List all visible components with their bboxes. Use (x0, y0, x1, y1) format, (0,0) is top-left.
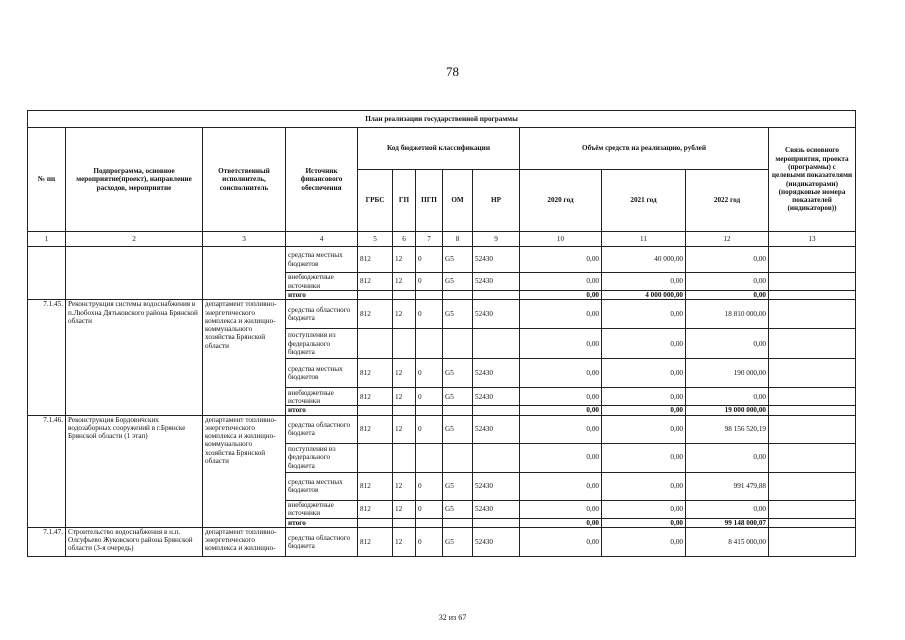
row-om: G5 (443, 273, 473, 291)
row-om (443, 291, 473, 300)
row-grbs: 812 (358, 527, 393, 556)
row-value-2021: 0,00 (602, 415, 686, 443)
row-pgp: 0 (416, 247, 443, 273)
row-link (769, 500, 856, 518)
row-link (769, 518, 856, 527)
column-number: 9 (473, 232, 520, 247)
row-value-2020: 0,00 (520, 359, 602, 388)
row-gp: 12 (393, 247, 416, 273)
row-grbs (358, 406, 393, 415)
row-pgp (416, 291, 443, 300)
row-value-2020: 0,00 (520, 247, 602, 273)
row-pgp: 0 (416, 500, 443, 518)
row-link (769, 406, 856, 415)
row-grbs (358, 291, 393, 300)
row-grbs (358, 443, 393, 472)
row-link (769, 247, 856, 273)
column-number: 5 (358, 232, 393, 247)
row-value-2020: 0,00 (520, 527, 602, 556)
row-value-2021: 40 000,00 (602, 247, 686, 273)
row-gp: 12 (393, 500, 416, 518)
row-value-2022: 98 156 520,19 (686, 415, 769, 443)
row-link (769, 359, 856, 388)
row-value-2020: 0,00 (520, 500, 602, 518)
row-om: G5 (443, 388, 473, 406)
row-grbs: 812 (358, 388, 393, 406)
row-executor (203, 247, 286, 300)
row-source: внебюджетные источники (286, 388, 358, 406)
row-num: 7.1.45. (28, 300, 66, 415)
row-value-2022: 8 415 000,00 (686, 527, 769, 556)
row-value-2021: 0,00 (602, 300, 686, 329)
row-executor: департамент топливно-энергетического комплекса и жилищно-коммунального хозяйства Брянской области (203, 300, 286, 415)
header-2021: 2021 год (602, 170, 686, 232)
row-value-2022: 0,00 (686, 291, 769, 300)
row-value-2020: 0,00 (520, 273, 602, 291)
row-source: средства областного бюджета (286, 415, 358, 443)
row-om (443, 329, 473, 359)
row-value-2022: 18 810 000,00 (686, 300, 769, 329)
row-value-2021: 4 000 000,00 (602, 291, 686, 300)
row-nr (473, 291, 520, 300)
row-value-2022: 19 000 000,00 (686, 406, 769, 415)
column-number: 11 (602, 232, 686, 247)
table-caption: План реализации государственной программы (28, 111, 856, 128)
program-plan-table (27, 110, 856, 557)
row-name: Реконструкция системы водоснабжения в п.Любохна Дятьковского района Брянской области (66, 300, 203, 415)
row-pgp: 0 (416, 415, 443, 443)
row-value-2022: 991 479,88 (686, 472, 769, 500)
row-gp (393, 291, 416, 300)
row-grbs: 812 (358, 300, 393, 329)
column-number: 3 (203, 232, 286, 247)
row-link (769, 291, 856, 300)
row-value-2020: 0,00 (520, 415, 602, 443)
row-om (443, 406, 473, 415)
row-source: итого (286, 291, 358, 300)
column-number: 2 (66, 232, 203, 247)
row-gp (393, 329, 416, 359)
row-source: итого (286, 406, 358, 415)
column-number: 12 (686, 232, 769, 247)
row-om: G5 (443, 359, 473, 388)
row-grbs: 812 (358, 273, 393, 291)
row-om (443, 518, 473, 527)
header-link: Связь основного мероприятия, проекта (программы) с целевыми показателями (индикаторами) (порядковые номера показателей (индикаторов)) (769, 128, 856, 232)
row-pgp (416, 406, 443, 415)
row-om (443, 443, 473, 472)
row-source: внебюджетные источники (286, 273, 358, 291)
row-value-2022: 190 000,00 (686, 359, 769, 388)
table-row (28, 247, 856, 273)
row-value-2021: 0,00 (602, 472, 686, 500)
row-om: G5 (443, 300, 473, 329)
row-source: средства местных бюджетов (286, 472, 358, 500)
column-number: 8 (443, 232, 473, 247)
row-value-2021: 0,00 (602, 359, 686, 388)
row-gp: 12 (393, 388, 416, 406)
table-row (28, 300, 856, 329)
page-number: 78 (446, 64, 459, 79)
row-source: итого (286, 518, 358, 527)
row-pgp (416, 329, 443, 359)
row-gp: 12 (393, 359, 416, 388)
row-value-2020: 0,00 (520, 518, 602, 527)
header-om: ОМ (443, 170, 473, 232)
row-nr: 52430 (473, 472, 520, 500)
row-source: средства областного бюджета (286, 527, 358, 556)
row-pgp (416, 443, 443, 472)
row-value-2020: 0,00 (520, 291, 602, 300)
header-budget-code: Код бюджетной классификации (358, 128, 520, 170)
row-link (769, 443, 856, 472)
row-nr (473, 518, 520, 527)
row-pgp: 0 (416, 300, 443, 329)
row-executor: департамент топливно-энергетического комплекса и жилищно-коммунального хозяйства Брянской области (203, 415, 286, 527)
row-gp: 12 (393, 415, 416, 443)
row-name: Реконструкция Бордовичских водозаборных сооружений в г.Брянске Брянской области (1 этап) (66, 415, 203, 527)
row-grbs (358, 329, 393, 359)
row-executor: департамент топливно-энергетического комплекса и жилищно- (203, 527, 286, 556)
row-pgp: 0 (416, 359, 443, 388)
row-name (66, 247, 203, 300)
row-value-2022: 0,00 (686, 273, 769, 291)
row-nr: 52430 (473, 359, 520, 388)
header-executor: Ответственный исполнитель, соисполнитель (203, 128, 286, 232)
row-gp: 12 (393, 300, 416, 329)
row-grbs: 812 (358, 415, 393, 443)
row-value-2022: 0,00 (686, 443, 769, 472)
row-value-2021: 0,00 (602, 518, 686, 527)
row-source: средства местных бюджетов (286, 247, 358, 273)
row-pgp: 0 (416, 273, 443, 291)
column-number: 10 (520, 232, 602, 247)
header-grbs: ГРБС (358, 170, 393, 232)
column-number: 13 (769, 232, 856, 247)
row-source: поступления из федерального бюджета (286, 329, 358, 359)
column-number: 4 (286, 232, 358, 247)
row-om: G5 (443, 415, 473, 443)
row-num (28, 247, 66, 300)
row-nr: 52430 (473, 300, 520, 329)
header-2020: 2020 год (520, 170, 602, 232)
row-value-2020: 0,00 (520, 472, 602, 500)
row-value-2021: 0,00 (602, 500, 686, 518)
table-row (28, 527, 856, 556)
header-source: Источник финансового обеспечения (286, 128, 358, 232)
header-volume: Объём средств на реализацию, рублей (520, 128, 769, 170)
row-gp: 12 (393, 527, 416, 556)
row-nr (473, 329, 520, 359)
row-nr: 52430 (473, 415, 520, 443)
header-pgp: ПГП (416, 170, 443, 232)
row-link (769, 388, 856, 406)
row-name: Строительство водоснабжения в н.п. Олсуфьево Жуковского района Брянской области (3-я очередь) (66, 527, 203, 556)
row-om: G5 (443, 472, 473, 500)
header-2022: 2022 год (686, 170, 769, 232)
row-value-2020: 0,00 (520, 300, 602, 329)
column-number: 1 (28, 232, 66, 247)
row-link (769, 273, 856, 291)
row-value-2022: 0,00 (686, 388, 769, 406)
row-om: G5 (443, 500, 473, 518)
row-om: G5 (443, 247, 473, 273)
row-pgp: 0 (416, 388, 443, 406)
row-value-2021: 0,00 (602, 406, 686, 415)
row-source: внебюджетные источники (286, 500, 358, 518)
row-value-2021: 0,00 (602, 388, 686, 406)
row-value-2022: 99 148 000,07 (686, 518, 769, 527)
row-nr: 52430 (473, 273, 520, 291)
row-nr (473, 443, 520, 472)
header-nr: НР (473, 170, 520, 232)
row-value-2022: 0,00 (686, 329, 769, 359)
row-value-2021: 0,00 (602, 443, 686, 472)
row-value-2022: 0,00 (686, 500, 769, 518)
row-nr: 52430 (473, 500, 520, 518)
row-value-2021: 0,00 (602, 329, 686, 359)
row-value-2021: 0,00 (602, 273, 686, 291)
header-subprogram: Подпрограмма, основное мероприятие(проект), направление расходов, мероприятие (66, 128, 203, 232)
row-nr: 52430 (473, 247, 520, 273)
row-grbs (358, 518, 393, 527)
row-gp (393, 518, 416, 527)
row-nr: 52430 (473, 527, 520, 556)
row-link (769, 415, 856, 443)
row-gp (393, 443, 416, 472)
row-pgp: 0 (416, 472, 443, 500)
column-number-row (28, 232, 856, 247)
row-gp: 12 (393, 472, 416, 500)
row-source: средства областного бюджета (286, 300, 358, 329)
row-grbs: 812 (358, 500, 393, 518)
row-link (769, 472, 856, 500)
row-grbs: 812 (358, 472, 393, 500)
row-source: средства местных бюджетов (286, 359, 358, 388)
row-value-2020: 0,00 (520, 388, 602, 406)
row-pgp (416, 518, 443, 527)
row-gp (393, 406, 416, 415)
row-num: 7.1.47. (28, 527, 66, 556)
row-value-2021: 0,00 (602, 527, 686, 556)
row-gp: 12 (393, 273, 416, 291)
page-footer: 32 из 67 (438, 613, 467, 622)
row-value-2020: 0,00 (520, 406, 602, 415)
column-number: 6 (393, 232, 416, 247)
header-num: № пп (28, 128, 66, 232)
row-num: 7.1.46. (28, 415, 66, 527)
row-link (769, 527, 856, 556)
table-row (28, 415, 856, 443)
row-om: G5 (443, 527, 473, 556)
row-value-2020: 0,00 (520, 443, 602, 472)
row-source: поступления из федерального бюджета (286, 443, 358, 472)
row-grbs: 812 (358, 247, 393, 273)
row-grbs: 812 (358, 359, 393, 388)
row-value-2022: 0,00 (686, 247, 769, 273)
row-link (769, 329, 856, 359)
row-link (769, 300, 856, 329)
row-value-2020: 0,00 (520, 329, 602, 359)
row-nr (473, 406, 520, 415)
column-number: 7 (416, 232, 443, 247)
row-nr: 52430 (473, 388, 520, 406)
row-pgp: 0 (416, 527, 443, 556)
header-gp: ГП (393, 170, 416, 232)
